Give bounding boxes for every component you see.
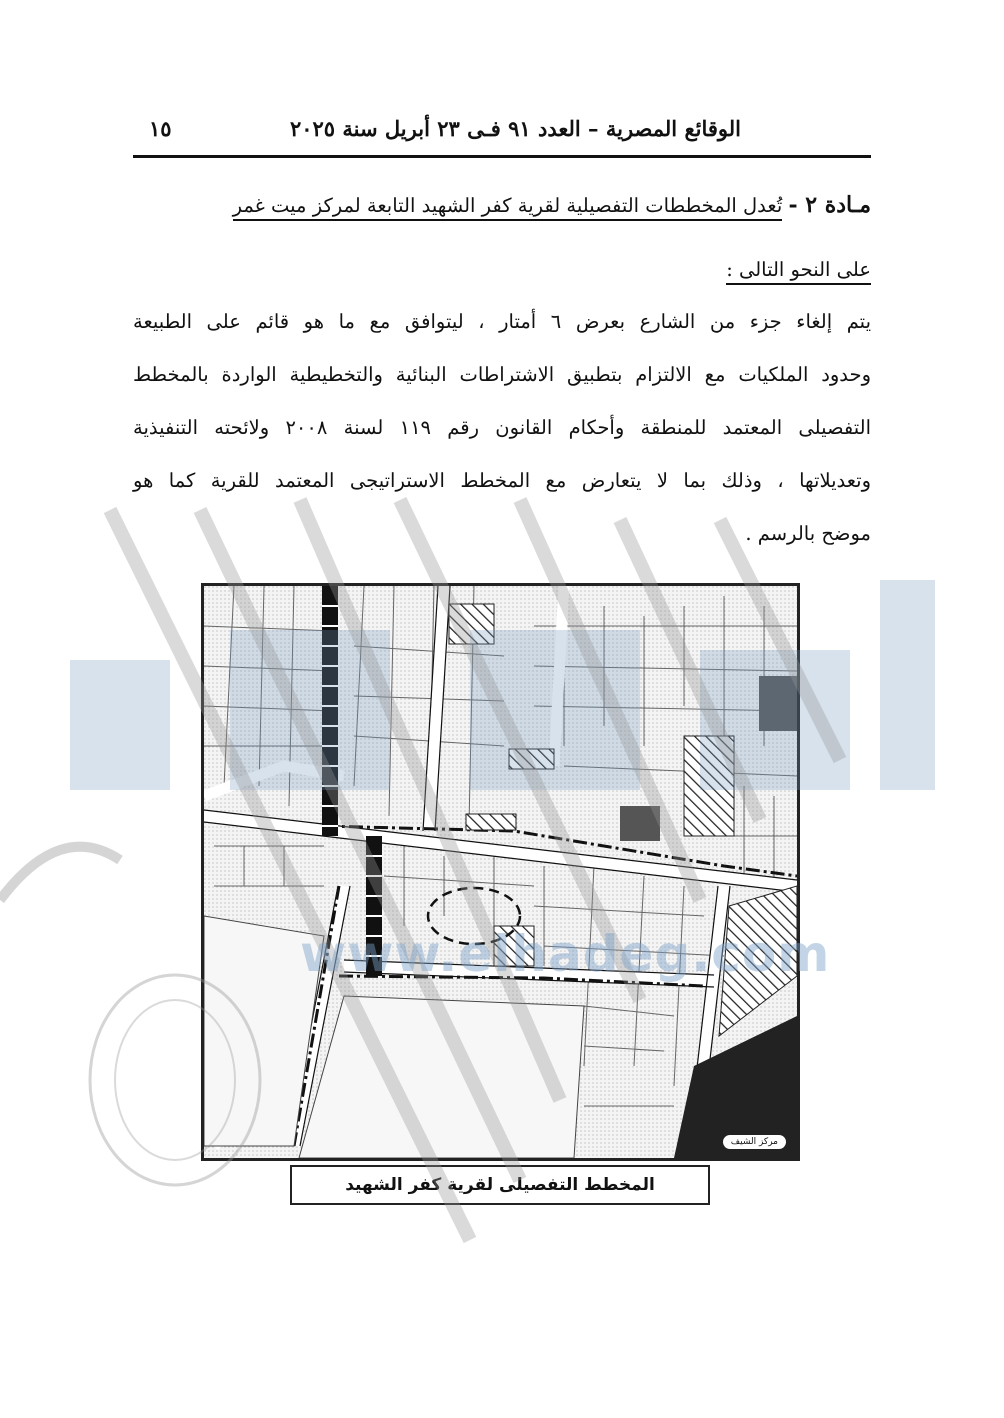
- article-label: مـادة ٢ -: [788, 192, 871, 218]
- paragraph-line: التفصيلى المعتمد للمنطقة وأحكام القانون رقم ١١٩ لسنة ٢٠٠٨ ولائحته التنفيذية: [133, 416, 871, 439]
- watermark-url: www.elhadeg.com: [300, 925, 831, 983]
- article-heading-text: تُعدل المخططات التفصيلية لقرية كفر الشهيد التابعة لمركز ميت غمر: [233, 194, 783, 221]
- article-heading-continuation: على النحو التالى :: [726, 258, 871, 285]
- map-legend-label: مركز الشيف: [722, 1134, 787, 1150]
- page-number: ١٥: [149, 116, 172, 141]
- paragraph-line: وحدود الملكيات مع الالتزام بتطبيق الاشتراطات البنائية والتخطيطية الواردة بالمخطط: [133, 363, 871, 386]
- paragraph-line-last: موضح بالرسم .: [745, 522, 871, 545]
- paragraph-line: يتم إلغاء جزء من الشارع بعرض ٦ أمتار ، ليتوافق مع ما هو قائم على الطبيعة: [133, 310, 871, 333]
- map-caption: المخطط التفصيلى لقرية كفر الشهيد: [290, 1165, 710, 1205]
- gazette-issue-title: الوقائع المصرية – العدد ٩١ فـى ٢٣ أبريل سنة ٢٠٢٥: [289, 116, 741, 141]
- paragraph-line: وتعديلاتها ، وذلك بما لا يتعارض مع المخطط الاستراتيجى المعتمد للقرية كما هو: [133, 469, 871, 492]
